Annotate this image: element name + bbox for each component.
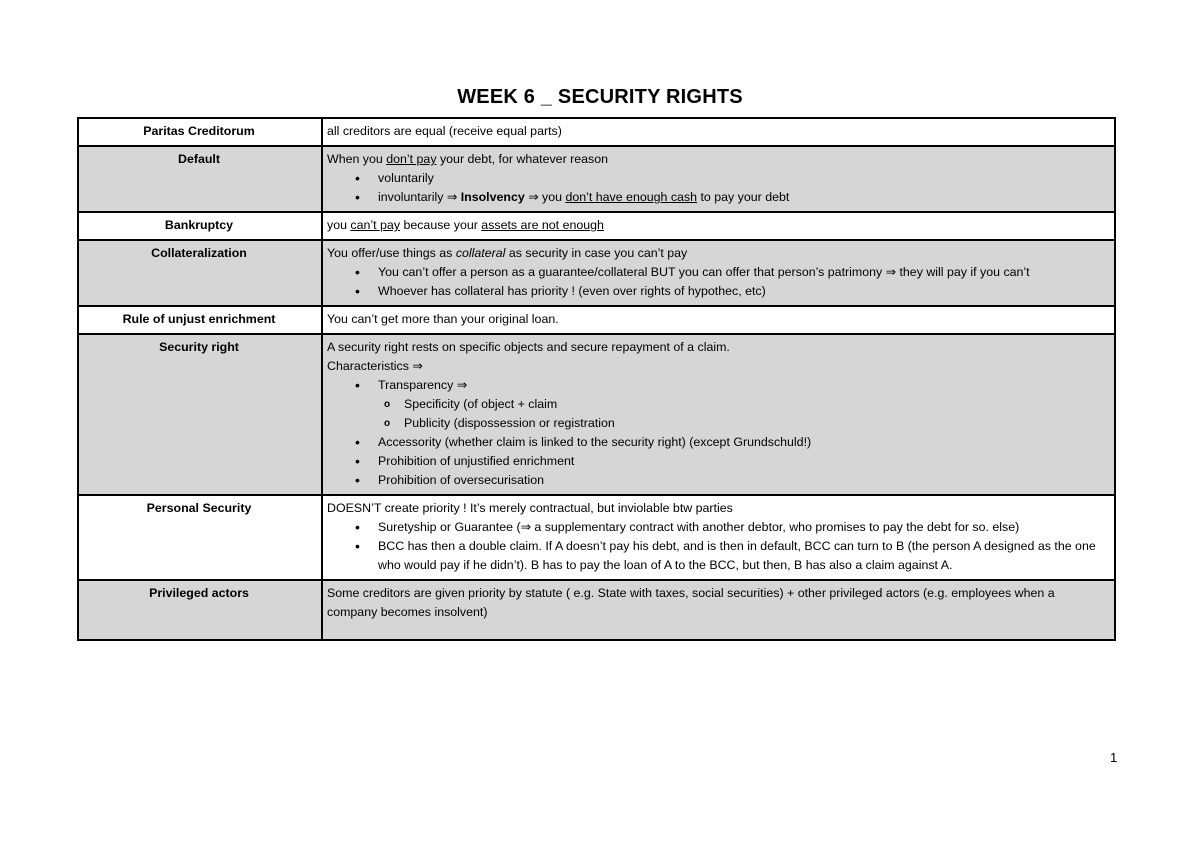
term-cell: Security right <box>78 334 322 495</box>
notes-table <box>77 117 1116 641</box>
table-row <box>78 118 1115 146</box>
definition-cell: Some creditors are given priority by statute ( e.g. State with taxes, social securities) + other privileged actors (e.g. employees when a company becomes insolvent) <box>322 580 1115 640</box>
bullet-list <box>327 169 1108 207</box>
table-row <box>78 334 1115 495</box>
list-item: o Specificity (of object + claim <box>404 395 1108 414</box>
table-row <box>78 495 1115 580</box>
term-cell: Paritas Creditorum <box>78 118 322 146</box>
list-item: • Prohibition of oversecurisation <box>378 471 1108 490</box>
definition-cell: You can’t get more than your original loan. <box>322 306 1115 334</box>
table-row <box>78 146 1115 212</box>
list-item: • Suretyship or Guarantee (⇒ a supplementary contract with another debtor, who promises to pay the debt for so. else) <box>378 518 1108 537</box>
bullet-list <box>327 518 1108 575</box>
definition-cell: you can’t pay because your assets are not enough <box>322 212 1115 240</box>
definition-line: Characteristics ⇒ <box>327 359 423 373</box>
definition-line: DOESN’T create priority ! It’s merely contractual, but inviolable btw parties <box>327 501 733 515</box>
definition-line: You offer/use things as collateral as security in case you can’t pay <box>327 246 688 260</box>
sub-bullet-list <box>378 395 1108 433</box>
list-item: • You can’t offer a person as a guarantee/collateral BUT you can offer that person’s patrimony ⇒ they will pay if you can’t <box>378 263 1108 282</box>
bullet-list <box>327 376 1108 490</box>
definition-cell <box>322 240 1115 306</box>
table-row <box>78 306 1115 334</box>
table-row <box>78 240 1115 306</box>
list-item: • Whoever has collateral has priority ! (even over rights of hypothec, etc) <box>378 282 1108 301</box>
list-item: • BCC has then a double claim. If A doesn’t pay his debt, and is then in default, BCC can turn to B (the person A designed as the one who would pay if he didn’t). B has to pay the loan of A to the BCC, but then, B has also a claim against A. <box>378 537 1108 575</box>
term-cell: Rule of unjust enrichment <box>78 306 322 334</box>
list-item: • Prohibition of unjustified enrichment <box>378 452 1108 471</box>
page-number: 1 <box>1110 750 1118 765</box>
table-row <box>78 580 1115 640</box>
list-item: • Transparency ⇒ o Specificity (of object + claim o Publicity (dispossession or registration <box>378 376 1108 433</box>
list-item: • voluntarily <box>378 169 1108 188</box>
list-item: o Publicity (dispossession or registration <box>404 414 1108 433</box>
definition-line: A security right rests on specific objects and secure repayment of a claim. <box>327 340 730 354</box>
term-cell: Bankruptcy <box>78 212 322 240</box>
term-cell: Default <box>78 146 322 212</box>
definition-cell: all creditors are equal (receive equal parts) <box>322 118 1115 146</box>
term-cell: Privileged actors <box>78 580 322 640</box>
list-item: • Accessority (whether claim is linked to the security right) (except Grundschuld!) <box>378 433 1108 452</box>
definition-cell <box>322 146 1115 212</box>
bullet-list <box>327 263 1108 301</box>
list-item: • involuntarily ⇒ Insolvency ⇒ you don’t have enough cash to pay your debt <box>378 188 1108 207</box>
term-cell: Collateralization <box>78 240 322 306</box>
definition-line: When you don’t pay your debt, for whatever reason <box>327 152 609 166</box>
page-title: WEEK 6 _ SECURITY RIGHTS <box>457 86 743 108</box>
table-row <box>78 212 1115 240</box>
definition-cell <box>322 334 1115 495</box>
definition-cell <box>322 495 1115 580</box>
term-cell: Personal Security <box>78 495 322 580</box>
